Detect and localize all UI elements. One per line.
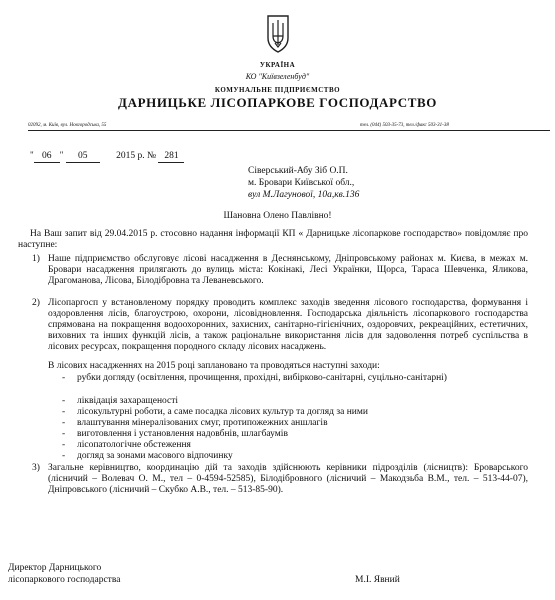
- plan-intro: В лісових насадженнях на 2015 році заплановано та проводяться наступні заходи:: [48, 361, 380, 371]
- plan-item: ліквідація захаращеності: [77, 396, 179, 406]
- outgoing-year: 2015 р.: [116, 151, 145, 161]
- bullet-dash: -: [62, 407, 66, 417]
- signature-name: М.І. Явний: [355, 575, 400, 585]
- point1-text: Наше підприємство обслуговує лісові насадження в Деснянському, Дніпровському районах м. Києва, в межах м. Бровари насадження прилягають до вулиць міста: Кокінакі, Лесі Українки, Щорса, Тараса Шевченка, Яликова, Драгоманова, Лісова, Білодібровна та Леваневського.: [48, 254, 528, 286]
- outgoing-number-label: №: [147, 151, 157, 161]
- plan-item: влаштування мінералізованих смуг, протипожежних аншлагів: [77, 418, 328, 428]
- plan-item: виготовлення і установлення надовбнів, шлагбаумів: [77, 429, 288, 439]
- enterprise-type: КОМУНАЛЬНЕ ПІДПРИЄМСТВО: [214, 86, 341, 94]
- recipient-name: Сіверський-Абу Зіб О.П.: [248, 166, 348, 176]
- recipient-street: вул М.Лагунової, 10а,кв.136: [248, 190, 360, 200]
- organization-name: ДАРНИЦЬКЕ ЛІСОПАРКОВЕ ГОСПОДАРСТВО: [118, 95, 437, 110]
- signature-title-line2: лісопаркового господарства: [8, 575, 121, 585]
- point2-number: 2): [32, 298, 40, 308]
- outgoing-month: 05: [66, 151, 100, 163]
- bullet-dash: -: [62, 429, 66, 439]
- organization-address: 02092, м. Київ, вул. Новгородська, 55: [28, 123, 107, 128]
- bullet-dash: -: [62, 418, 66, 428]
- plan-item: лісокультурні роботи, а саме посадка лісових культур та догляд за ними: [77, 407, 368, 417]
- country-name: УКРАЇНА: [259, 61, 296, 69]
- bullet-dash: -: [62, 373, 66, 383]
- intro-paragraph: На Ваш запит від 29.04.2015 р. стосовно надання інформації КП « Дарницьке лісопаркове господарство» повідомляє про наступне:: [18, 229, 528, 250]
- header-rule: [28, 130, 550, 131]
- point3-number: 3): [32, 463, 40, 473]
- point1-number: 1): [32, 254, 40, 264]
- outgoing-reference: " 06 " 05 2015 р. № 281: [30, 150, 184, 163]
- bullet-dash: -: [62, 396, 66, 406]
- bullet-dash: -: [62, 451, 66, 461]
- trident-emblem-icon: [265, 14, 291, 54]
- organization-phones: тел. (044) 503-35-73, тел./факс 503-31-38: [360, 123, 449, 128]
- bullet-dash: -: [62, 440, 66, 450]
- salutation: Шановна Олено Павлівно!: [223, 211, 332, 221]
- plan-item: догляд за зонами масового відпочинку: [77, 451, 233, 461]
- outgoing-number: 281: [158, 151, 184, 163]
- signature-title-line1: Директор Дарницького: [8, 563, 102, 573]
- point2-text: Лісопаргосп у встановленому порядку проводить комплекс заходів зведення лісового господарства, формування і оздоровлення лісів, благоустрою, охорони, лісовідновлення. Господарська діяльність лісопаркового господарства спрямована на покращення водоохоронних, захисних, санітарно-гігієнічних, оздоровчих, рекреаційних, естетичних, виховних та інших функцій лісів, а також раціональне використання лісів для задоволення потреб суспільства в лісових ресурсах, покращення породного складу лісових насаджень.: [48, 298, 528, 352]
- outgoing-day: 06: [34, 151, 60, 163]
- ko-name: КО "Київзеленбуд": [245, 72, 310, 81]
- point3-text: Загальне керівництво, координацію дій та заходів здійснюють керівники підрозділів (лісництв): Броварського (лісничий – Волевач О. М., тел – 0-4594-52585), Білодібровного (лісничий – Макодзьба В.М., тел. – 513-44-07), Дніпровського (лісничий – Скубко А.В., тел. – 513-85-90).: [48, 463, 528, 495]
- recipient-city: м. Бровари Київської обл.,: [248, 178, 355, 188]
- plan-item: лісопатологічне обстеження: [77, 440, 191, 450]
- plan-item: рубки догляду (освітлення, прочищення, прохідні, вибірково-санітарні, суцільно-санітарні): [77, 373, 447, 383]
